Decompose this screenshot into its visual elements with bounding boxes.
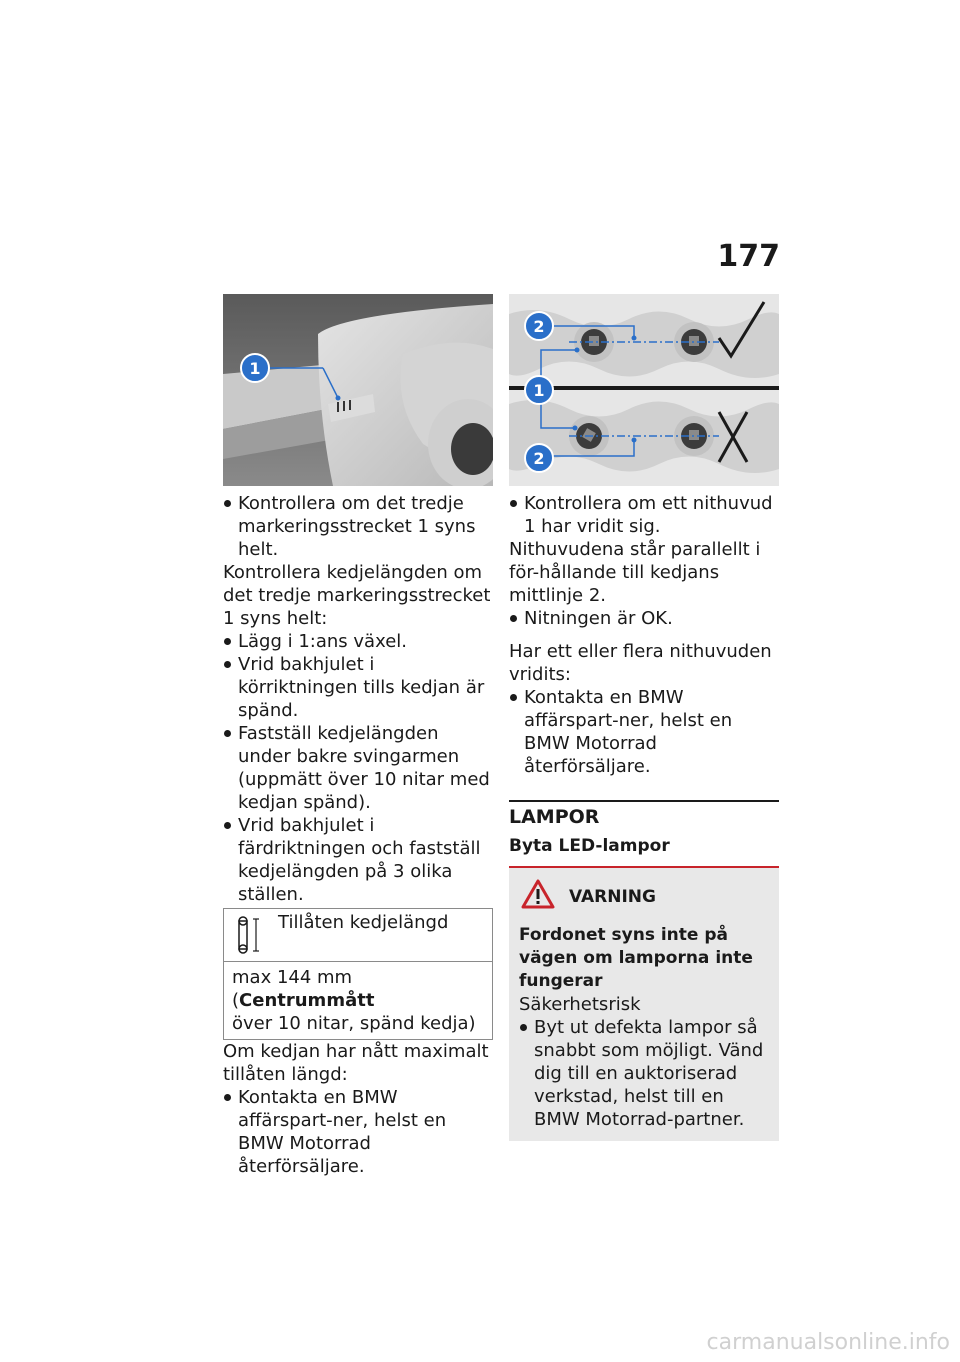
rivet-head-figure bbox=[509, 294, 779, 486]
bullet-list bbox=[223, 722, 493, 906]
spec-value: max 144 mm (Centrummått över 10 nitar, spänd kedja) bbox=[232, 967, 476, 1034]
warning-header bbox=[519, 882, 769, 912]
paragraph: Nithuvudena står parallellt i för-hållande till kedjans mittlinje 2. bbox=[509, 539, 761, 606]
warning-title: Fordonet syns inte på vägen om lamporna inte fungerar bbox=[519, 925, 753, 991]
list-item: Vrid bakhjulet i körriktningen tills kedjan är spänd. bbox=[223, 653, 493, 722]
callout-1-label: 1 bbox=[249, 359, 261, 378]
spec-title: Tillåten kedjelängd bbox=[278, 912, 449, 933]
page-number: 177 bbox=[717, 239, 780, 274]
warning-label: VARNING bbox=[569, 886, 656, 907]
paragraph: Kontrollera kedjelängden om det tredje markeringsstrecket 1 syns helt: bbox=[223, 562, 491, 629]
section-title: LAMPOR bbox=[509, 806, 600, 828]
callout-2-bottom-label: 2 bbox=[533, 449, 545, 468]
list-item: Nitningen är OK. bbox=[509, 607, 779, 630]
list-item: Byt ut defekta lampor så snabbt som möjligt. Vänd dig till en auktoriserad verkstad, helst till en BMW Motorrad-partner. bbox=[519, 1016, 769, 1131]
warning-subtitle: Säkerhetsrisk bbox=[519, 994, 641, 1015]
chain-marking-figure bbox=[223, 294, 493, 486]
footer-watermark: carmanualsonline.info bbox=[706, 1330, 950, 1355]
bullet-list bbox=[223, 1086, 493, 1178]
bullet-list bbox=[223, 492, 493, 561]
list-item: Lägg i 1:ans växel. bbox=[223, 630, 493, 653]
bullet-list bbox=[509, 607, 779, 630]
bullet-list bbox=[509, 492, 779, 538]
left-column bbox=[223, 294, 493, 1178]
list-item: Kontakta en BMW affärspart-ner, helst en BMW Motorrad återförsäljare. bbox=[223, 1086, 493, 1178]
bullet-list bbox=[223, 630, 493, 722]
bullet-list bbox=[509, 686, 779, 778]
list-item: Vrid bakhjulet i färdriktningen och fastställ kedjelängden på 3 olika ställen. bbox=[223, 814, 493, 906]
callout-1-mid-label: 1 bbox=[533, 381, 545, 400]
warning-triangle-icon bbox=[519, 879, 565, 915]
callout-2-top-label: 2 bbox=[533, 317, 545, 336]
list-item: Fastställ kedjelängden under bakre svingarmen (uppmätt över 10 nitar med kedjan spänd). bbox=[223, 722, 493, 814]
right-column bbox=[509, 294, 779, 1141]
chain-length-icon bbox=[224, 909, 278, 961]
subsection-title: Byta LED-lampor bbox=[509, 836, 670, 856]
section-rule bbox=[509, 800, 779, 802]
list-item: Kontrollera om ett nithuvud 1 har vridit sig. bbox=[509, 492, 779, 538]
spec-table bbox=[223, 908, 493, 1040]
list-item: Kontrollera om det tredje markeringsstrecket 1 syns helt. bbox=[223, 492, 493, 561]
spec-table-header bbox=[224, 909, 492, 962]
list-item: Kontakta en BMW affärspart-ner, helst en BMW Motorrad återförsäljare. bbox=[509, 686, 779, 778]
bullet-list bbox=[519, 1016, 769, 1131]
paragraph: Om kedjan har nått maximalt tillåten längd: bbox=[223, 1041, 489, 1085]
paragraph: Har ett eller flera nithuvuden vridits: bbox=[509, 641, 772, 685]
warning-box bbox=[509, 866, 779, 1141]
